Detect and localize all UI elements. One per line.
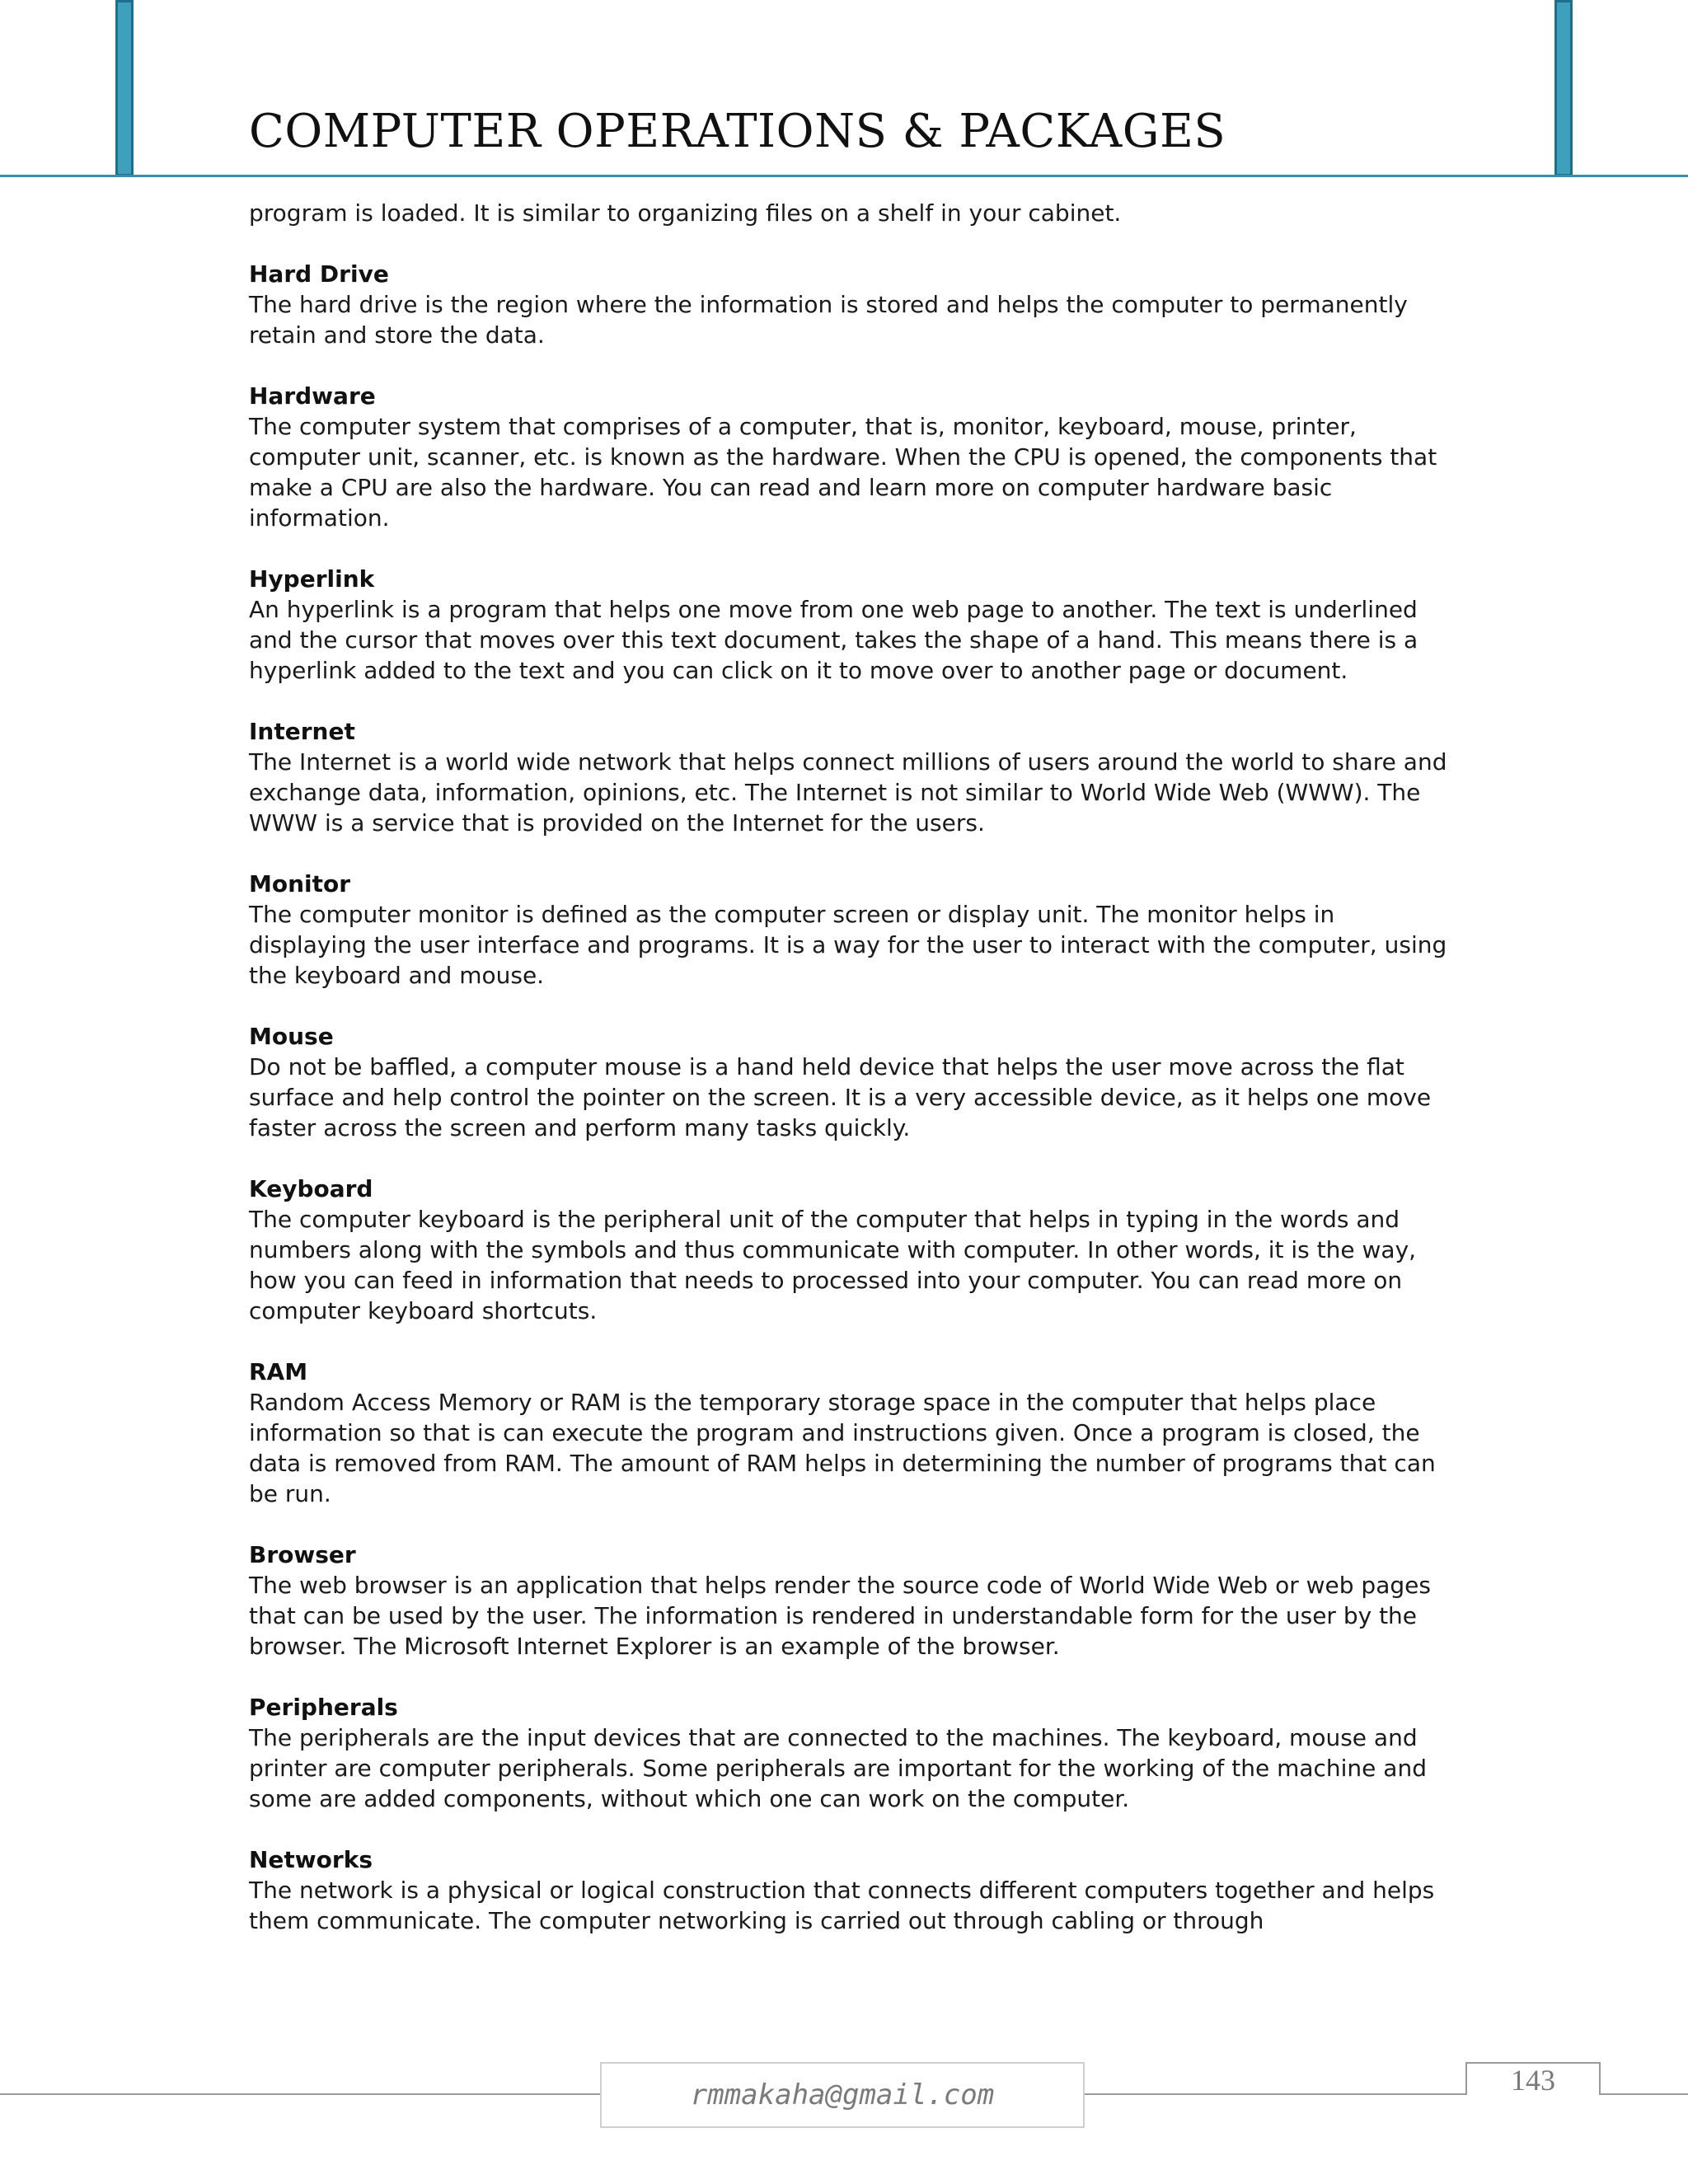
section-heading: Browser [249, 1541, 356, 1568]
header-accent-bar-left [115, 0, 134, 176]
section-heading: Peripherals [249, 1694, 398, 1721]
section-heading: Monitor [249, 870, 351, 898]
section-heading: Hyperlink [249, 565, 375, 593]
glossary-entry-mouse [249, 1021, 1452, 1143]
section-heading: Keyboard [249, 1175, 373, 1202]
glossary-entry-peripherals [249, 1692, 1452, 1814]
page-body [249, 198, 1452, 1966]
section-heading: Mouse [249, 1023, 334, 1050]
glossary-entry-internet [249, 716, 1452, 838]
glossary-entry-hyperlink [249, 564, 1452, 686]
header-divider [0, 175, 1688, 177]
section-heading: RAM [249, 1358, 308, 1385]
section-heading: Internet [249, 718, 355, 745]
section-body: Do not be baffled, a computer mouse is a hand held device that helps the user move across the flat surface and help control the pointer on the screen. It is a very accessible device, as it helps one move faster across the screen and perform many tasks quickly. [249, 1053, 1432, 1141]
section-body: The computer keyboard is the peripheral unit of the computer that helps in typing in the words and numbers along with the symbols and thus communicate with computer. In other words, it is the way, how you can feed in information that needs to processed into your computer. You can read more on computer keyboard shortcuts. [249, 1206, 1417, 1324]
footer-email: rmmakaha@gmail.com [600, 2062, 1085, 2128]
section-heading: Hard Drive [249, 260, 389, 288]
glossary-entry-ram [249, 1357, 1452, 1509]
section-body: An hyperlink is a program that helps one move from one web page to another. The text is underlined and the cursor that moves over this text document, takes the shape of a hand. This means there is a hyperlink added to the text and you can click on it to move over to another page or document. [249, 596, 1418, 684]
section-body: The hard drive is the region where the information is stored and helps the computer to permanently retain and store the data. [249, 291, 1408, 349]
footer-rule-middle [1085, 2093, 1465, 2095]
section-body: The web browser is an application that helps render the source code of World Wide Web or web pages that can be used by the user. The information is rendered in understandable form for the user by the browser. The Microsoft Internet Explorer is an example of the browser. [249, 1572, 1431, 1660]
intro-paragraph: program is loaded. It is similar to organizing files on a shelf in your cabinet. [249, 199, 1122, 227]
section-body: The computer system that comprises of a computer, that is, monitor, keyboard, mouse, printer, computer unit, scanner, etc. is known as the hardware. When the CPU is opened, the components that make a CPU are also the hardware. You can read and learn more on computer hardware basic information. [249, 413, 1437, 532]
footer-rule-right [1601, 2093, 1688, 2095]
glossary-entry-monitor [249, 869, 1452, 991]
page-title: COMPUTER OPERATIONS & PACKAGES [249, 105, 1226, 158]
page-number: 143 [1465, 2062, 1601, 2095]
glossary-entry-hard-drive [249, 259, 1452, 350]
section-heading: Networks [249, 1846, 373, 1873]
glossary-entry-keyboard [249, 1174, 1452, 1326]
glossary-entry-browser [249, 1540, 1452, 1661]
header-accent-bar-right [1554, 0, 1573, 176]
section-body: Random Access Memory or RAM is the temporary storage space in the computer that helps place information so that is can execute the program and instructions given. Once a program is closed, the data is removed from RAM. The amount of RAM helps in determining the number of programs that can be run. [249, 1389, 1436, 1507]
section-body: The network is a physical or logical construction that connects different computers together and helps them communicate. The computer networking is carried out through cabling or through [249, 1877, 1435, 1934]
glossary-entry-hardware [249, 381, 1452, 533]
section-heading: Hardware [249, 382, 376, 410]
footer-rule-left [0, 2093, 600, 2095]
section-body: The computer monitor is defined as the computer screen or display unit. The monitor helps in displaying the user interface and programs. It is a way for the user to interact with the computer, using the keyboard and mouse. [249, 901, 1447, 989]
section-body: The Internet is a world wide network that helps connect millions of users around the world to share and exchange data, information, opinions, etc. The Internet is not similar to World Wide Web (WWW). The WWW is a service that is provided on the Internet for the users. [249, 748, 1447, 837]
section-body: The peripherals are the input devices that are connected to the machines. The keyboard, mouse and printer are computer peripherals. Some peripherals are important for the working of the machine and some are added components, without which one can work on the computer. [249, 1724, 1427, 1812]
glossary-entry-networks [249, 1844, 1452, 1936]
